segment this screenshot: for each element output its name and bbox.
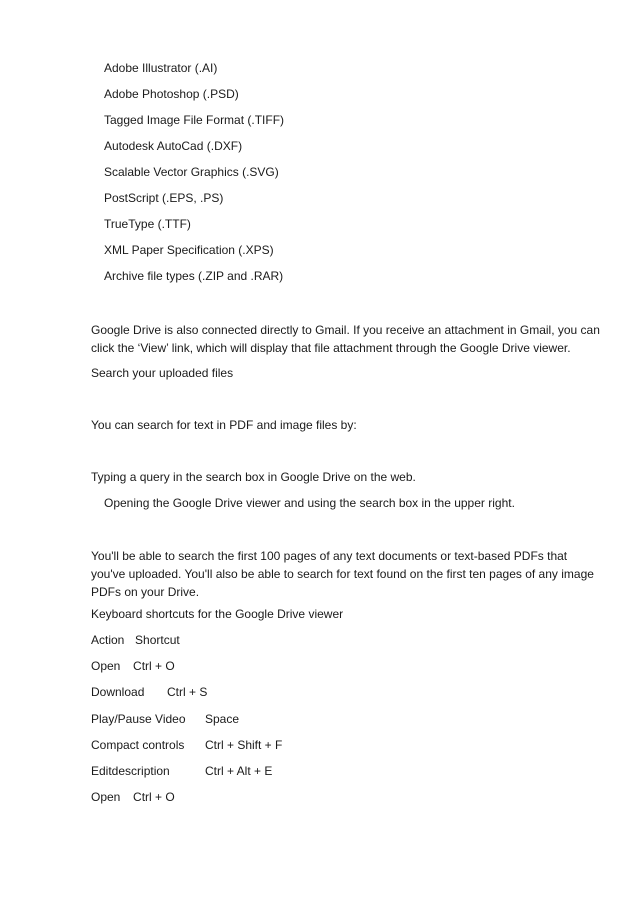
format-list-item: XML Paper Specification (.XPS) — [104, 243, 274, 257]
shortcut-action: Play/Pause Video — [91, 712, 186, 726]
format-list-item: Scalable Vector Graphics (.SVG) — [104, 165, 279, 179]
search-heading: Search your uploaded files — [91, 366, 234, 380]
shortcut-action: Open — [91, 659, 121, 673]
shortcut-row — [91, 738, 184, 753]
shortcut-row — [91, 712, 186, 727]
shortcut-row — [91, 659, 175, 674]
shortcuts-header-action: Action — [91, 633, 125, 647]
shortcut-row — [91, 685, 144, 700]
search-method-item: Typing a query in the search box in Google Drive on the web. — [91, 470, 416, 484]
format-list-item: Adobe Photoshop (.PSD) — [104, 87, 239, 101]
shortcut-keys: Ctrl + O — [133, 790, 175, 804]
shortcut-keys: Space — [205, 712, 240, 726]
shortcut-keys: Ctrl + S — [167, 685, 208, 699]
shortcut-action: Open — [91, 790, 121, 804]
shortcut-row — [91, 790, 175, 805]
shortcuts-header-row — [91, 633, 180, 648]
format-list-item: Adobe Illustrator (.AI) — [104, 61, 218, 75]
format-list-item: PostScript (.EPS, .PS) — [104, 191, 224, 205]
shortcut-action: Compact controls — [91, 738, 185, 752]
shortcut-keys: Ctrl + O — [133, 659, 175, 673]
format-list-item: TrueType (.TTF) — [104, 217, 191, 231]
shortcuts-heading: Keyboard shortcuts for the Google Drive viewer — [91, 607, 344, 621]
search-intro: You can search for text in PDF and image files by: — [91, 418, 357, 432]
format-list-item: Autodesk AutoCad (.DXF) — [104, 139, 243, 153]
search-method-item: Opening the Google Drive viewer and using the search box in the upper right. — [104, 496, 515, 510]
shortcut-keys: Ctrl + Shift + F — [205, 738, 283, 752]
shortcut-keys: Ctrl + Alt + E — [205, 764, 273, 778]
shortcut-action: Download — [91, 685, 145, 699]
search-limits-paragraph: You'll be able to search the first 100 pages of any text documents or text-based PDFs that you've uploaded. You'll also be able to search for text found on the first ten pages of any image PDFs on your Drive. — [91, 549, 594, 599]
shortcut-row — [91, 764, 170, 779]
shortcut-action: Editdescription — [91, 764, 170, 778]
shortcuts-header-shortcut: Shortcut — [135, 633, 180, 647]
format-list-item: Archive file types (.ZIP and .RAR) — [104, 269, 284, 283]
gmail-paragraph: Google Drive is also connected directly to Gmail. If you receive an attachment in Gmail, you can click the ‘View’ link, which will display that file attachment through the Google Drive viewer. — [91, 323, 600, 355]
format-list-item: Tagged Image File Format (.TIFF) — [104, 113, 285, 127]
